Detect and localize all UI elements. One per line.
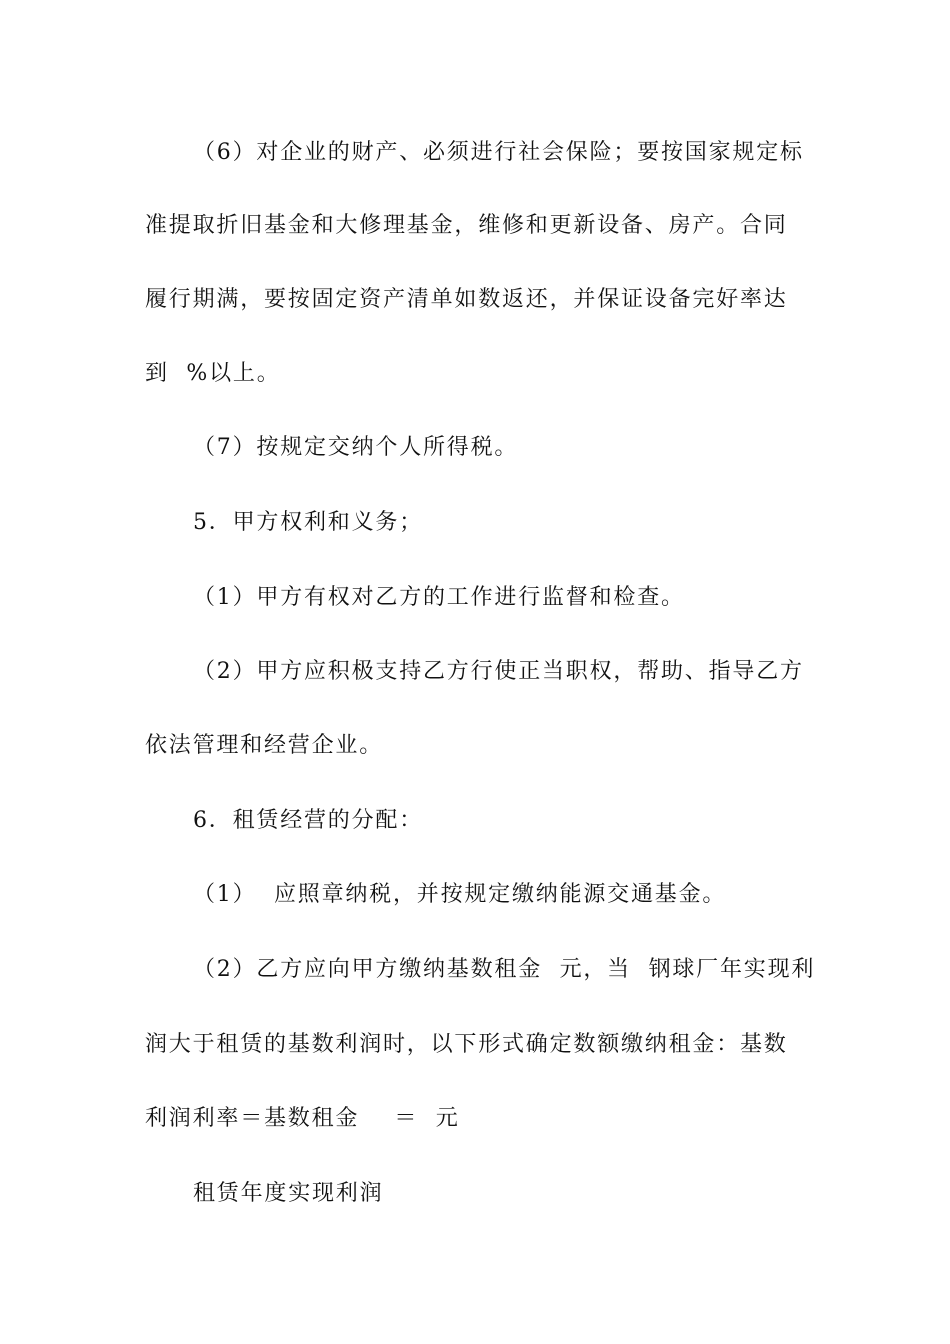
paragraph-line-9: 依法管理和经营企业。	[145, 733, 384, 758]
paragraph-line-13: 润大于租赁的基数利润时，以下形式确定数额缴纳租金：基数	[145, 1032, 788, 1057]
paragraph-line-2: 准提取折旧基金和大修理基金，维修和更新设备、房产。合同	[145, 213, 788, 238]
paragraph-line-1: （6）对企业的财产、必须进行社会保险；要按国家规定标	[193, 140, 804, 165]
paragraph-line-4: 到 %以上。	[145, 361, 281, 386]
paragraph-line-11: （1） 应照章纳税，并按规定缴纳能源交通基金。	[193, 882, 727, 907]
paragraph-line-3: 履行期满，要按固定资产清单如数返还，并保证设备完好率达	[145, 287, 788, 312]
paragraph-line-12: （2）乙方应向甲方缴纳基数租金 元，当 钢球厂年实现利	[193, 957, 816, 982]
paragraph-line-14: 利润利率＝基数租金 ＝ 元	[145, 1106, 460, 1131]
paragraph-line-15: 租赁年度实现利润	[193, 1181, 384, 1206]
paragraph-line-8: （2）甲方应积极支持乙方行使正当职权，帮助、指导乙方	[193, 659, 804, 684]
section-heading-5: 5．甲方权利和义务；	[193, 510, 423, 535]
paragraph-line-5: （7）按规定交纳个人所得税。	[193, 435, 519, 460]
section-heading-6: 6．租赁经营的分配：	[193, 808, 423, 833]
paragraph-line-7: （1）甲方有权对乙方的工作进行监督和检查。	[193, 585, 685, 610]
